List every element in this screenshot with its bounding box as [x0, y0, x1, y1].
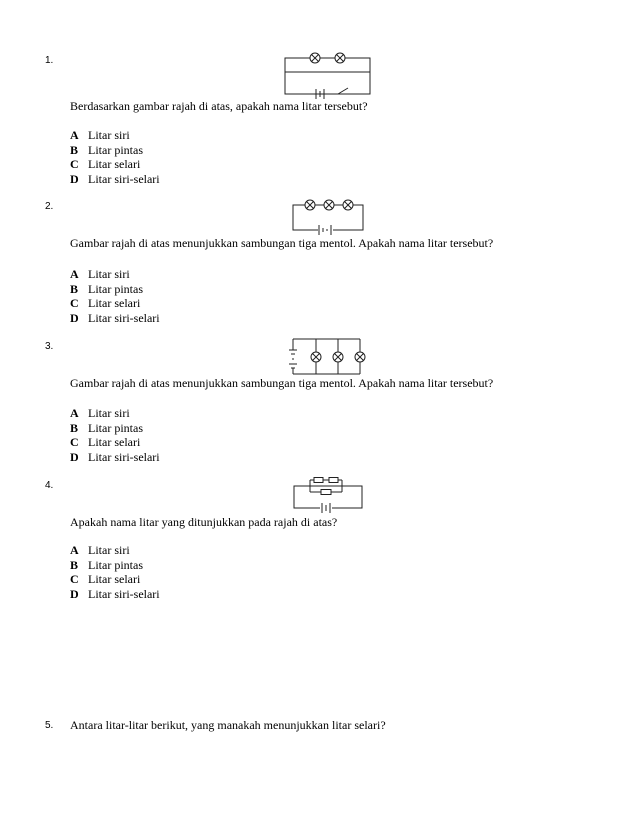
question-2-text: Gambar rajah di atas menunjukkan sambungan tiga mentol. Apakah nama litar tersebut? — [70, 236, 494, 250]
option-letter: D — [70, 449, 79, 464]
option-letter: D — [70, 310, 79, 325]
option-text: Litar pintas — [88, 142, 143, 157]
option-text: Litar selari — [88, 572, 141, 586]
question-1-option-b[interactable] — [70, 143, 160, 158]
question-4-text: Apakah nama litar yang ditunjukkan pada rajah di atas? — [70, 515, 338, 529]
option-letter: A — [70, 267, 79, 281]
question-3-option-d[interactable] — [70, 450, 160, 465]
option-letter: A — [70, 128, 79, 142]
option-text: Litar selari — [88, 157, 141, 171]
question-2-number: 2. — [45, 201, 54, 212]
option-text: Litar siri — [88, 128, 130, 142]
question-1-text: Berdasarkan gambar rajah di atas, apakah nama litar tersebut? — [70, 99, 368, 113]
question-3-number: 3. — [45, 341, 54, 352]
question-3-option-a[interactable] — [70, 406, 160, 421]
question-2-options — [70, 267, 160, 325]
question-2-option-d[interactable] — [70, 311, 160, 326]
option-letter: C — [70, 435, 79, 449]
question-4-option-d[interactable] — [70, 587, 160, 602]
question-3-circuit-diagram — [288, 336, 368, 378]
question-1-circuit-diagram — [280, 48, 375, 98]
question-1-options — [70, 128, 160, 186]
question-4-option-b[interactable] — [70, 558, 160, 573]
option-letter: A — [70, 543, 79, 557]
question-4-number: 4. — [45, 480, 54, 491]
question-2-option-a[interactable] — [70, 267, 160, 282]
question-3-text: Gambar rajah di atas menunjukkan sambungan tiga mentol. Apakah nama litar tersebut? — [70, 376, 494, 390]
question-4-option-c[interactable] — [70, 572, 160, 587]
option-text: Litar siri-selari — [88, 171, 160, 186]
option-letter: B — [70, 142, 79, 157]
question-4-options — [70, 543, 160, 601]
option-letter: B — [70, 281, 79, 296]
option-letter: A — [70, 406, 79, 420]
option-text: Litar selari — [88, 435, 141, 449]
question-3-option-b[interactable] — [70, 421, 160, 436]
question-1-option-d[interactable] — [70, 172, 160, 187]
option-text: Litar pintas — [88, 557, 143, 572]
option-text: Litar siri-selari — [88, 310, 160, 325]
option-text: Litar selari — [88, 296, 141, 310]
option-letter: B — [70, 420, 79, 435]
question-4-option-a[interactable] — [70, 543, 160, 558]
option-letter: C — [70, 157, 79, 171]
option-letter: D — [70, 171, 79, 186]
question-3-option-c[interactable] — [70, 435, 160, 450]
question-1-option-a[interactable] — [70, 128, 160, 143]
option-text: Litar siri-selari — [88, 586, 160, 601]
question-2-option-b[interactable] — [70, 282, 160, 297]
option-text: Litar siri — [88, 543, 130, 557]
option-letter: C — [70, 296, 79, 310]
question-5-text: Antara litar-litar berikut, yang manakah menunjukkan litar selari? — [70, 718, 386, 732]
option-letter: B — [70, 557, 79, 572]
question-2-option-c[interactable] — [70, 296, 160, 311]
option-text: Litar pintas — [88, 281, 143, 296]
option-text: Litar siri — [88, 406, 130, 420]
option-text: Litar siri — [88, 267, 130, 281]
question-1-number: 1. — [45, 55, 54, 66]
option-letter: C — [70, 572, 79, 586]
option-letter: D — [70, 586, 79, 601]
question-1-option-c[interactable] — [70, 157, 160, 172]
question-3-options — [70, 406, 160, 464]
question-2-circuit-diagram — [288, 198, 368, 234]
option-text: Litar siri-selari — [88, 449, 160, 464]
question-5-number: 5. — [45, 720, 54, 731]
question-4-circuit-diagram — [290, 472, 365, 512]
option-text: Litar pintas — [88, 420, 143, 435]
